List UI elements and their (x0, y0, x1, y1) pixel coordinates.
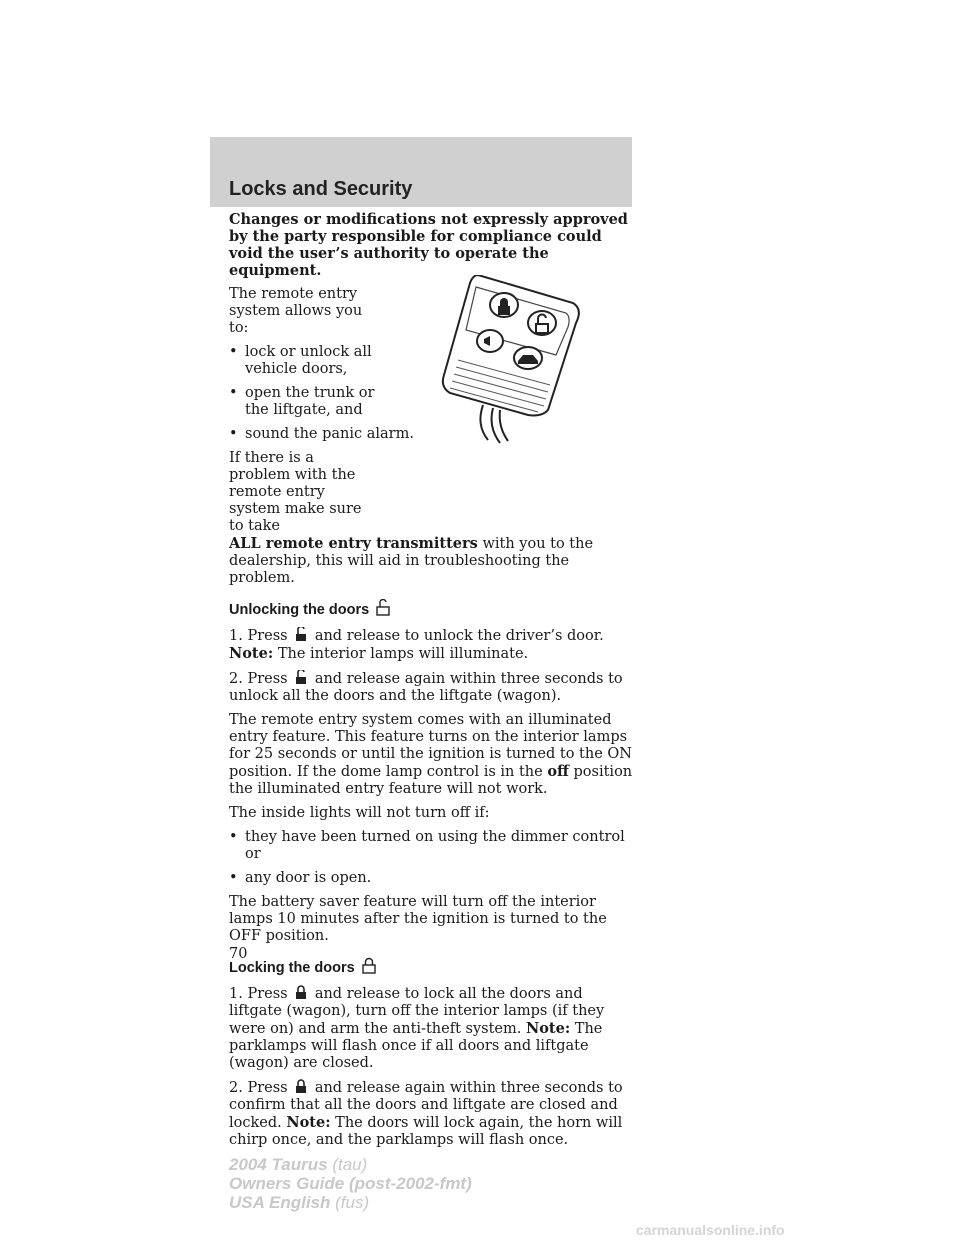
page-content (229, 211, 639, 1156)
unlock-heading-text: Unlocking the doors (229, 602, 370, 618)
page-title: Locks and Security (229, 178, 413, 200)
list-item: • open the trunk or the liftgate, and (229, 385, 395, 419)
lock-step-2 (229, 1079, 639, 1149)
list-item: • they have been turned on using the dimmer control or (229, 829, 639, 863)
lock-icon (362, 957, 376, 974)
list-item: • any door is open. (229, 870, 639, 887)
footer-language-code: (fus) (335, 1193, 370, 1212)
problem-text-before: If there is a problem with the remote entry system make sure to take (229, 450, 362, 534)
note-text: The interior lamps will illuminate. (277, 646, 529, 662)
problem-paragraph (229, 450, 639, 587)
unlock-icon (376, 599, 390, 616)
lock-heading (229, 957, 639, 977)
note-label: Note: (286, 1114, 331, 1131)
step-prefix: 1. Press (229, 628, 288, 644)
document-footer (229, 1155, 472, 1212)
lights-intro: The inside lights will not turn off if: (229, 805, 490, 821)
step-prefix: 2. Press (229, 671, 288, 687)
illuminated-entry-paragraph (229, 712, 639, 798)
step-prefix: 1. Press (229, 986, 288, 1002)
note-label: Note: (525, 1020, 571, 1037)
step-text: and release again within three seconds to confirm that all the doors and liftgate are closed and locked. (229, 1080, 623, 1131)
lock-icon (295, 1079, 307, 1094)
illum-bold: off (547, 763, 569, 780)
footer-model-code: (tau) (332, 1155, 368, 1174)
page-number: 70 (229, 946, 248, 962)
list-item: • sound the panic alarm. (229, 426, 415, 443)
lock-heading-text: Locking the doors (229, 960, 355, 976)
battery-saver-text: The battery saver feature will turn off the interior lamps 10 minutes after the ignition is turned to the OFF position. (229, 894, 607, 944)
note-label: Note: (229, 645, 274, 662)
footer-language: USA English (229, 1193, 331, 1212)
unlock-heading (229, 599, 639, 619)
unlock-icon (295, 627, 307, 642)
watermark: carmanualsonline.info (636, 1222, 785, 1238)
footer-model: 2004 Taurus (229, 1155, 328, 1174)
lock-step-1 (229, 985, 639, 1072)
warning-text: Changes or modifications not expressly approved by the party responsible for compliance could void the user’s authority to operate the equipment. (229, 211, 628, 279)
step-text: and release again within three seconds to unlock all the doors and the liftgate (wagon). (229, 671, 623, 704)
intro-text: The remote entry system allows you to: (229, 286, 363, 336)
illum-text-after: position the illuminated entry feature will not work. (229, 764, 633, 797)
unlock-step-1 (229, 627, 639, 663)
list-item: • lock or unlock all vehicle doors, (229, 344, 415, 378)
note-text: The parklamps will flash once if all doors and liftgate (wagon) are closed. (229, 1021, 603, 1071)
unlock-icon (295, 670, 307, 685)
note-text: The doors will lock again, the horn will chirp once, and the parklamps will flash once. (229, 1115, 623, 1148)
step-prefix: 2. Press (229, 1080, 288, 1096)
footer-guide: Owners Guide (post-2002-fmt) (229, 1174, 472, 1193)
lock-icon (295, 985, 307, 1000)
step-text: and release to lock all the doors and liftgate (wagon), turn off the interior lamps (if they were on) and arm the anti-theft system. (229, 986, 605, 1037)
problem-text-bold: ALL remote entry transmitters (229, 535, 478, 552)
illum-text: The remote entry system comes with an illuminated entry feature. This feature turns on the interior lamps for 25 seconds or until the ignition is turned to the ON position. If the dome lamp control is in the (229, 712, 632, 780)
unlock-step-2 (229, 670, 639, 705)
problem-text-after: with you to the dealership, this will aid in troubleshooting the problem. (229, 536, 594, 586)
step-text: and release to unlock the driver’s door. (314, 628, 604, 644)
